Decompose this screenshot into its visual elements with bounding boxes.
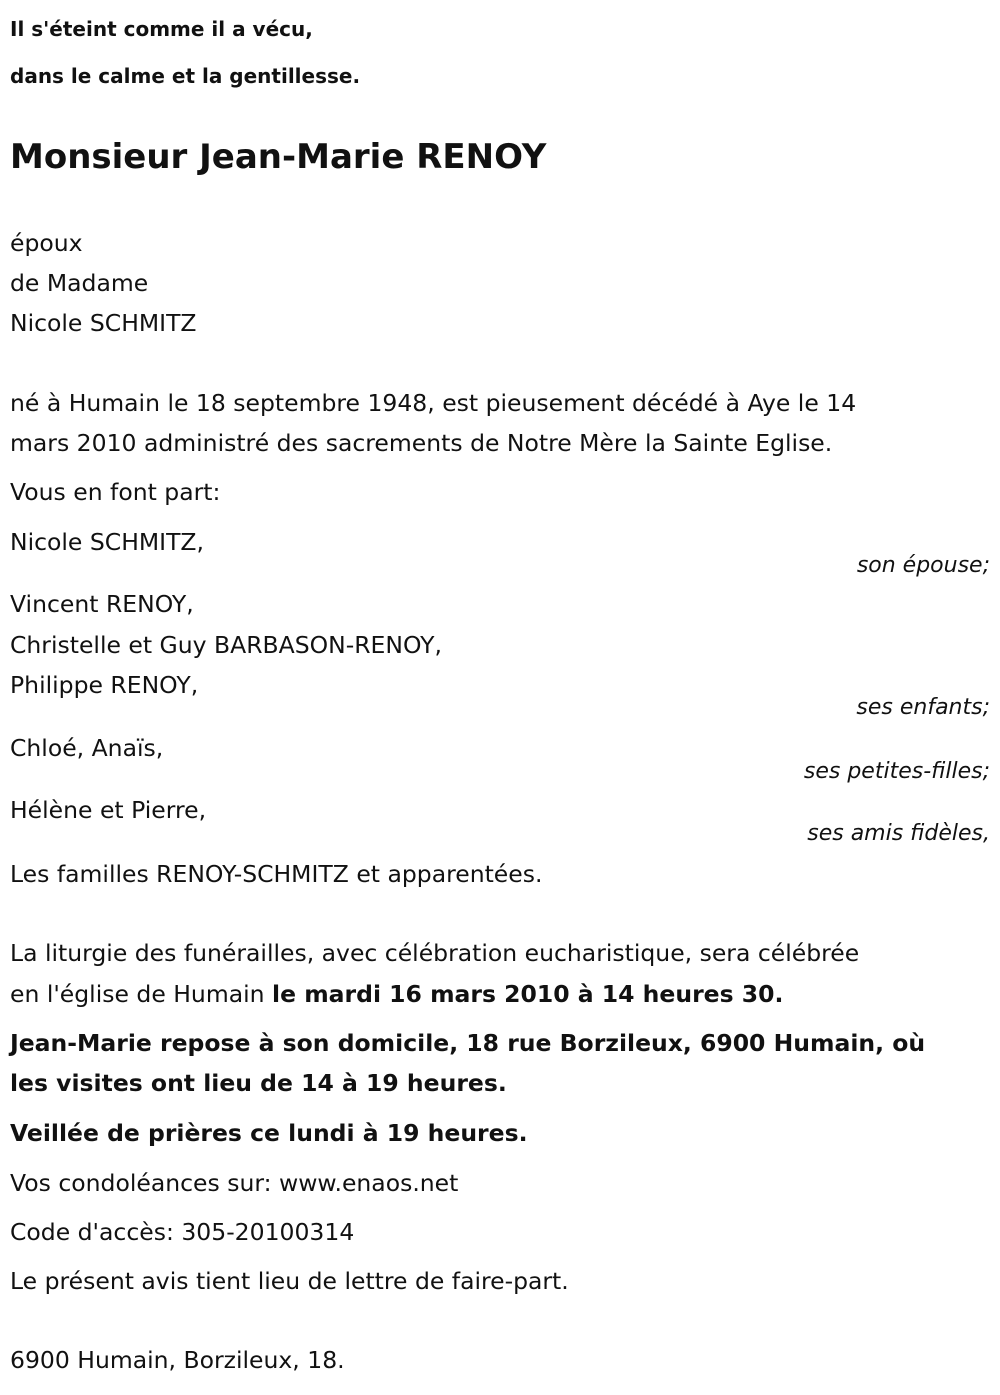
role-wife: son épouse; bbox=[856, 553, 990, 578]
funeral-date: le mardi 16 mars 2010 à 14 heures 30. bbox=[272, 980, 784, 1008]
notice: Le présent avis tient lieu de lettre de faire-part. bbox=[10, 1267, 569, 1295]
spouse-line: de Madame bbox=[10, 269, 149, 297]
family-wife: Nicole SCHMITZ, bbox=[10, 528, 204, 556]
birth-death-line: né à Humain le 18 septembre 1948, est pieusement décédé à Aye le 14 bbox=[10, 389, 857, 417]
funeral-prefix: en l'église de Humain bbox=[10, 980, 273, 1008]
intro-line-1: Il s'éteint comme il a vécu, bbox=[10, 17, 313, 41]
family-families: Les familles RENOY-SCHMITZ et apparentées. bbox=[10, 860, 543, 888]
address: 6900 Humain, Borzileux, 18. bbox=[10, 1346, 345, 1374]
vigil: Veillée de prières ce lundi à 19 heures. bbox=[10, 1119, 528, 1147]
family-child: Vincent RENOY, bbox=[10, 590, 194, 618]
access-code: Code d'accès: 305-20100314 bbox=[10, 1218, 355, 1246]
rest-line: les visites ont lieu de 14 à 19 heures. bbox=[10, 1069, 507, 1097]
deceased-name: Monsieur Jean-Marie RENOY bbox=[10, 137, 547, 177]
rest-line: Jean-Marie repose à son domicile, 18 rue Borzileux, 6900 Humain, où bbox=[10, 1029, 926, 1057]
spouse-line: époux bbox=[10, 229, 83, 257]
family-child: Philippe RENOY, bbox=[10, 671, 199, 699]
role-children: ses enfants; bbox=[856, 695, 990, 720]
condolences: Vos condoléances sur: www.enaos.net bbox=[10, 1169, 459, 1197]
intro-line-2: dans le calme et la gentillesse. bbox=[10, 64, 361, 88]
announce: Vous en font part: bbox=[10, 478, 221, 506]
role-friends: ses amis fidèles, bbox=[807, 821, 990, 846]
funeral-line-2 bbox=[10, 979, 783, 1009]
funeral-line-1: La liturgie des funérailles, avec célébration eucharistique, sera célébrée bbox=[10, 939, 860, 967]
family-child: Christelle et Guy BARBASON-RENOY, bbox=[10, 631, 443, 659]
birth-death-line: mars 2010 administré des sacrements de Notre Mère la Sainte Eglise. bbox=[10, 429, 833, 457]
role-grandchildren: ses petites-filles; bbox=[803, 759, 990, 784]
spouse-line: Nicole SCHMITZ bbox=[10, 309, 197, 337]
family-friends: Hélène et Pierre, bbox=[10, 796, 207, 824]
family-grandchildren: Chloé, Anaïs, bbox=[10, 734, 164, 762]
